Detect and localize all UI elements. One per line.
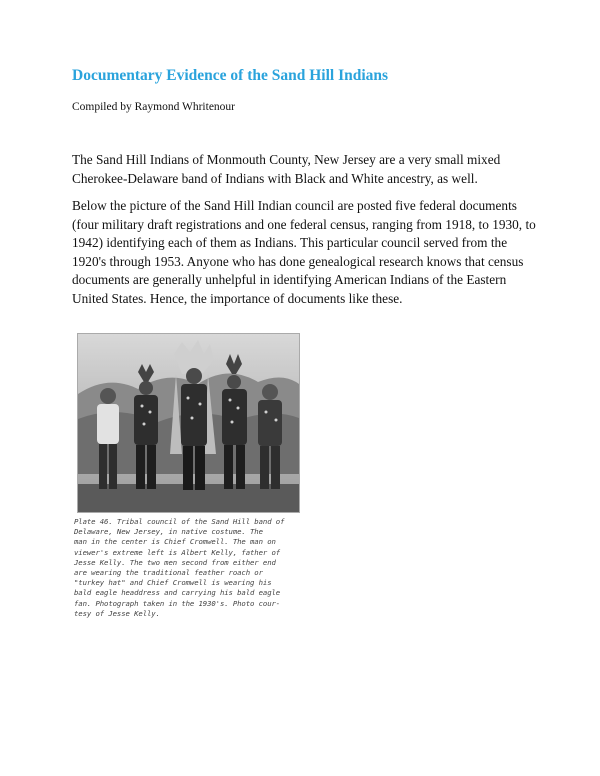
caption-line: Jesse Kelly. The two men second from either end bbox=[74, 557, 276, 567]
caption-line: tesy of Jesse Kelly. bbox=[74, 608, 160, 618]
caption-line: are wearing the traditional feather roach or bbox=[74, 568, 263, 578]
council-photograph bbox=[77, 333, 300, 513]
body-paragraph: Below the picture of the Sand Hill Indian council are posted five federal documents (four military draft registrations and one federal census, ranging from 1918, to 1930, to 1942) identifying each of them as Indians. This particular council served from the 1920's through 1953. Anyone who has done genealogical research knows that census documents are generally unhelpful in identifying American Indians of the Eastern United States. Hence, the importance of documents like these. bbox=[72, 198, 536, 306]
caption-line: fan. Photograph taken in the 1930's. Photo cour- bbox=[74, 598, 281, 608]
caption-line: viewer's extreme left is Albert Kelly, father of bbox=[74, 547, 281, 557]
intro-paragraph: The Sand Hill Indians of Monmouth County, New Jersey are a very small mixed Cherokee-Delaware band of Indians with Black and White ancestry, as well. bbox=[72, 152, 501, 186]
caption-line: "turkey hat" and Chief Cromwell is wearing his bbox=[74, 578, 272, 588]
page-title: Documentary Evidence of the Sand Hill Indians bbox=[72, 67, 389, 84]
caption-line: man in the center is Chief Cromwell. The man on bbox=[74, 537, 276, 547]
photo-caption bbox=[74, 517, 318, 619]
caption-line: bald eagle headdress and carrying his bald eagle bbox=[74, 588, 281, 598]
caption-line: Delaware, New Jersey, in native costume. The bbox=[74, 527, 263, 537]
council-photo-illustration bbox=[78, 334, 299, 512]
byline: Compiled by Raymond Whritenour bbox=[72, 101, 236, 113]
caption-line: Plate 46. Tribal council of the Sand Hill band of bbox=[74, 517, 285, 526]
